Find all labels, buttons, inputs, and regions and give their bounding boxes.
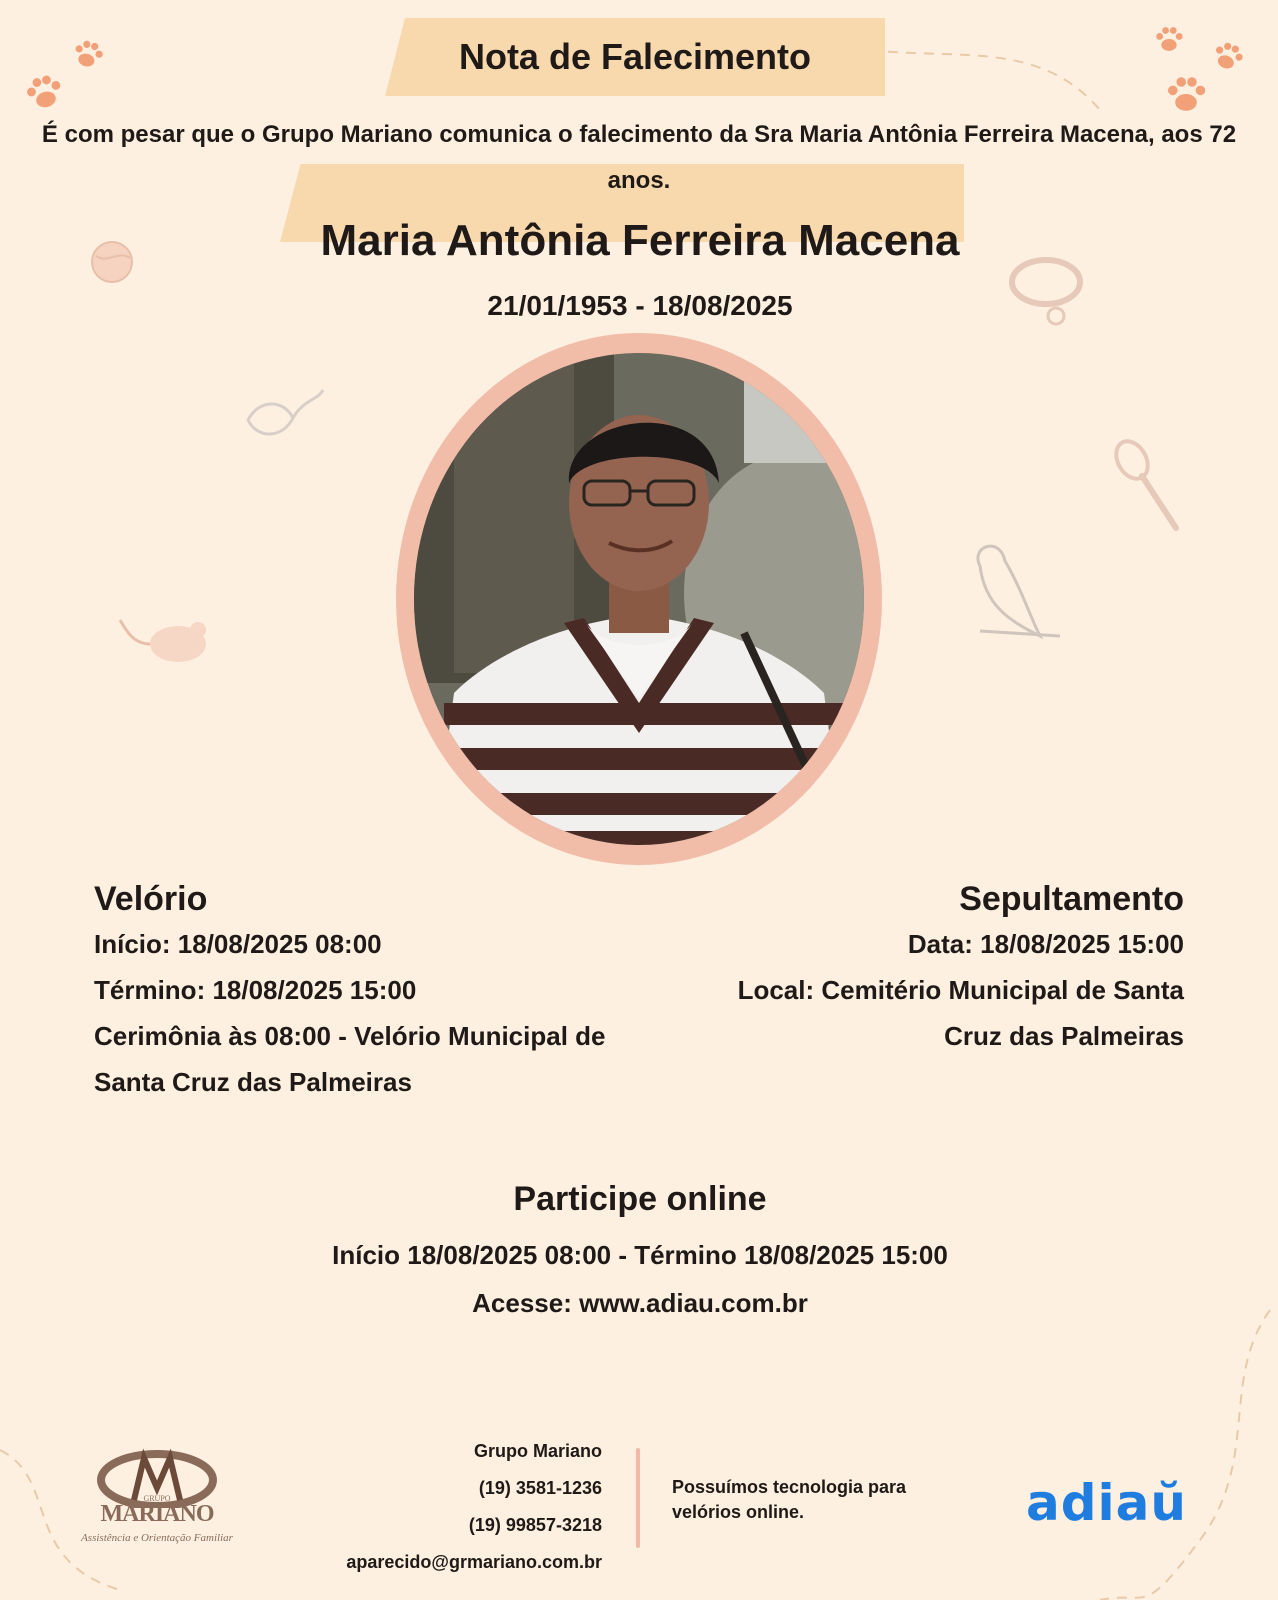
paw-icon <box>1162 70 1210 118</box>
announcement-text: É com pesar que o Grupo Mariano comunica o falecimento da Sra Maria Antônia Ferreira Macena, aos 72 anos. <box>41 121 1237 194</box>
life-dates: 21/01/1953 - 18/08/2025 <box>487 290 793 321</box>
tech-note: Possuímos tecnologia para velórios online. <box>672 1477 907 1522</box>
mariano-logo-tagline: Assistência e Orientação Familiar <box>81 1532 233 1544</box>
contact-block <box>300 1433 602 1581</box>
online-title: Participe online <box>513 1180 767 1218</box>
phone-1[interactable]: (19) 3581-1236 <box>478 1478 602 1498</box>
fish-icon <box>238 380 328 460</box>
mariano-logo-brand: MARIANO <box>100 1501 214 1527</box>
sepultamento-title: Sepultamento <box>959 880 1184 918</box>
adiau-logo-text: adiaŭ <box>1026 1474 1188 1532</box>
velorio-section <box>94 880 654 1105</box>
velorio-title: Velório <box>94 880 208 918</box>
paw-icon <box>1152 22 1186 56</box>
sepultamento-section <box>680 880 1184 1059</box>
sepultamento-date: Data: 18/08/2025 15:00 <box>907 929 1184 959</box>
adiau-logo <box>1026 1468 1216 1538</box>
contact-email[interactable]: aparecido@grmariano.com.br <box>346 1552 602 1572</box>
deceased-photo <box>414 353 864 845</box>
bird-icon <box>960 536 1070 656</box>
brush-icon <box>1110 438 1190 538</box>
deceased-name: Maria Antônia Ferreira Macena <box>320 216 960 265</box>
velorio-start: Início: 18/08/2025 08:00 <box>94 929 382 959</box>
phone-2[interactable]: (19) 99857-3218 <box>468 1515 602 1535</box>
page-title: Nota de Falecimento <box>458 36 812 77</box>
online-url[interactable]: Acesse: www.adiau.com.br <box>472 1288 808 1318</box>
velorio-ceremony: Cerimônia às 08:00 - Velório Municipal de Santa Cruz das Palmeiras <box>94 1021 606 1097</box>
mariano-logo-group: GRUPO <box>143 1494 171 1503</box>
collar-icon <box>1006 252 1086 332</box>
sepultamento-location: Local: Cemitério Municipal de Santa Cruz das Palmeiras <box>737 975 1184 1051</box>
online-times: Início 18/08/2025 08:00 - Término 18/08/2025 15:00 <box>332 1240 948 1270</box>
mouse-toy-icon <box>118 610 218 670</box>
footer-divider <box>636 1448 640 1548</box>
mariano-logo <box>72 1448 242 1558</box>
company-name: Grupo Mariano <box>473 1441 602 1461</box>
velorio-end: Término: 18/08/2025 15:00 <box>94 975 417 1005</box>
ball-icon <box>88 238 136 286</box>
